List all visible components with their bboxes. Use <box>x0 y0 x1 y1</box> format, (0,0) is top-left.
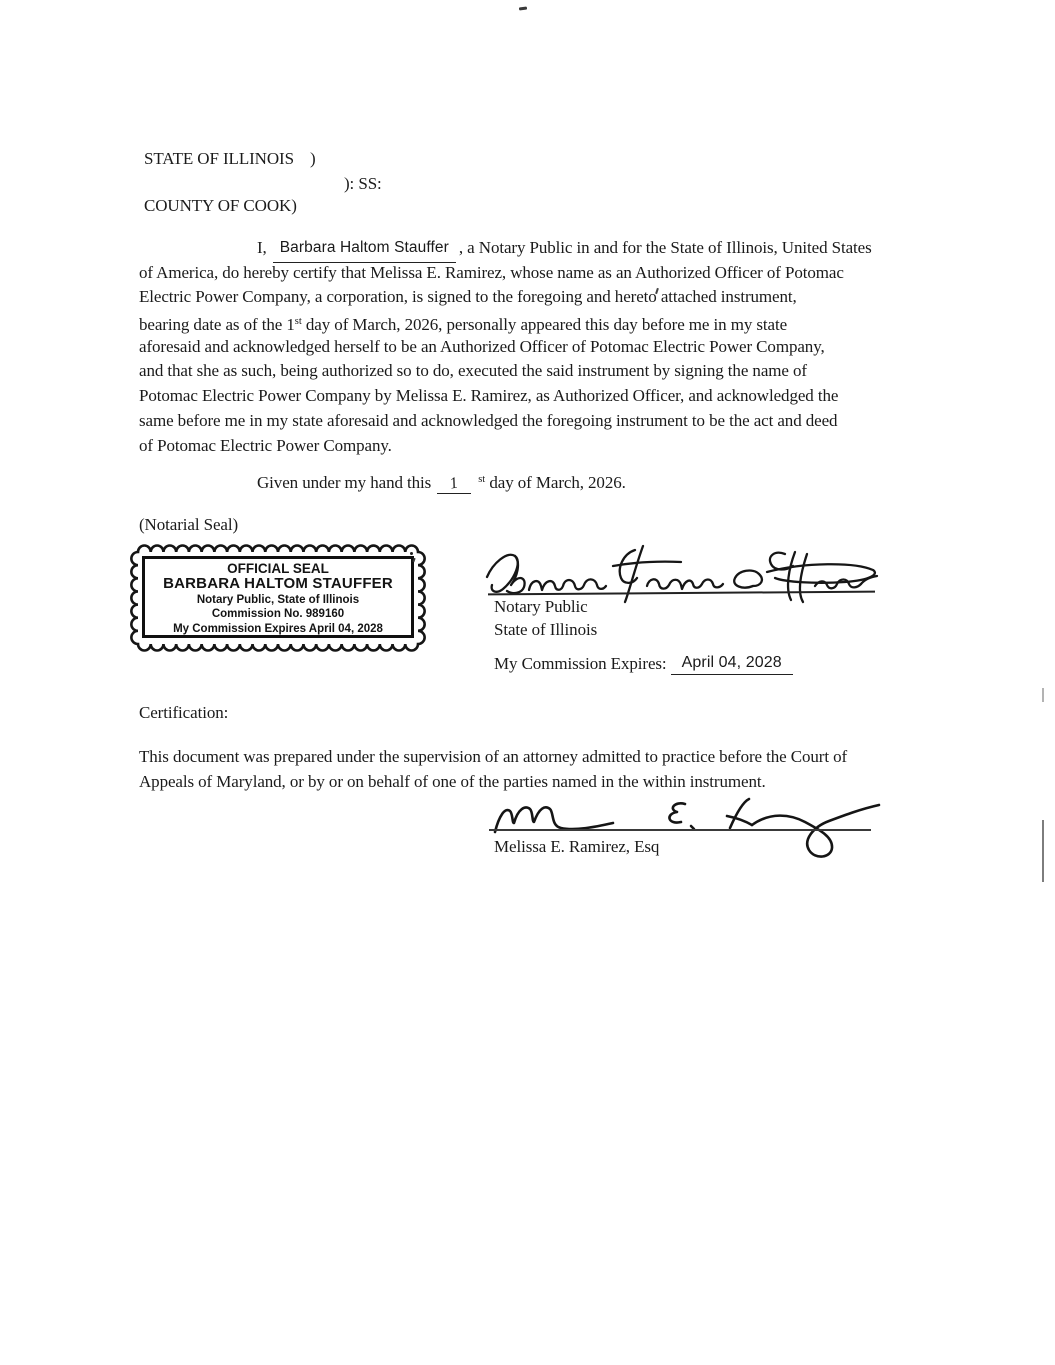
attorney-name-label: Melissa E. Ramirez, Esq <box>494 837 660 856</box>
venue-state-text: STATE OF ILLINOIS <box>144 149 294 168</box>
acknowledgment-paragraph <box>139 236 939 458</box>
seal-title: OFFICIAL SEAL <box>227 561 329 576</box>
seal-edge-mark <box>410 552 413 555</box>
attorney-signature-line <box>489 829 871 831</box>
seal-inner-box <box>142 556 414 638</box>
paragraph-line-1 <box>139 236 939 261</box>
lead-in-text: I, <box>257 238 267 257</box>
certification-heading: Certification: <box>139 703 229 722</box>
certification-paragraph <box>139 744 939 795</box>
venue-ss-line: ): SS: <box>344 174 382 193</box>
notary-signature <box>485 543 880 605</box>
venue-state-line <box>144 149 316 169</box>
venue-state-paren: ) <box>309 149 316 168</box>
paragraph-line-2: of America, do hereby certify that Melissa E. Ramirez, whose name as an Authorized Officer of Potomac <box>139 262 844 282</box>
attestation-line <box>139 473 626 494</box>
paragraph-line-6: and that she as such, being authorized so to do, executed the said instrument by signing the name of <box>139 361 807 381</box>
scan-artifact-right-edge-long <box>1042 820 1044 882</box>
notary-role-label: Notary Public <box>494 597 588 616</box>
paragraph-line-8: same before me in my state aforesaid and acknowledged the foregoing instrument to be the act and deed <box>139 410 838 430</box>
notary-state-label: State of Illinois <box>494 620 598 639</box>
paragraph-line-5: aforesaid and acknowledged herself to be an Authorized Officer of Potomac Electric Power Company, <box>139 336 825 356</box>
venue-county-line: COUNTY OF COOK) <box>144 196 297 215</box>
seal-notary-name: BARBARA HALTOM STAUFFER <box>163 575 393 592</box>
line1-rest-text: , a Notary Public in and for the State of Illinois, United States <box>458 238 872 257</box>
certification-line-2: Appeals of Maryland, or by or on behalf of one of the parties named in the within instrument. <box>139 772 766 792</box>
seal-commission-number: Commission No. 989160 <box>211 608 345 621</box>
certification-line-1: This document was prepared under the supervision of an attorney admitted to practice before the Court of <box>139 747 848 766</box>
attestation-ordinal: st <box>478 474 486 485</box>
paragraph-line-4 <box>139 310 939 335</box>
official-seal-stamp <box>133 547 423 649</box>
notary-name-fill: Barbara Haltom Stauffer <box>273 236 456 263</box>
commission-expires-label: My Commission Expires: <box>494 654 667 673</box>
day-fill: 1 <box>437 475 471 494</box>
scan-artifact-right-edge-small <box>1042 688 1044 702</box>
commission-expires-fill: April 04, 2028 <box>671 654 793 675</box>
line4-post-text: day of March, 2026, personally appeared this day before me in my state <box>301 315 788 335</box>
seal-expiration-line: My Commission Expires April 04, 2028 <box>173 623 383 636</box>
paragraph-line-9: of Potomac Electric Power Company. <box>139 435 392 455</box>
notarial-seal-label: (Notarial Seal) <box>139 515 239 534</box>
ordinal-superscript: st <box>294 316 302 328</box>
attestation-suffix: day of March, 2026. <box>489 473 626 492</box>
commission-expires-row <box>494 654 793 677</box>
scan-artifact-top-dash <box>519 6 527 10</box>
attestation-prefix: Given under my hand this <box>257 473 432 492</box>
paragraph-line-3: Electric Power Company, a corporation, is signed to the foregoing and hereto attached instrument, <box>139 287 797 307</box>
line4-pre-text: bearing date as of the 1 <box>139 315 295 335</box>
seal-office-line: Notary Public, State of Illinois <box>196 593 360 606</box>
paragraph-line-7: Potomac Electric Power Company by Melissa E. Ramirez, as Authorized Officer, and acknowledged the <box>139 386 839 406</box>
